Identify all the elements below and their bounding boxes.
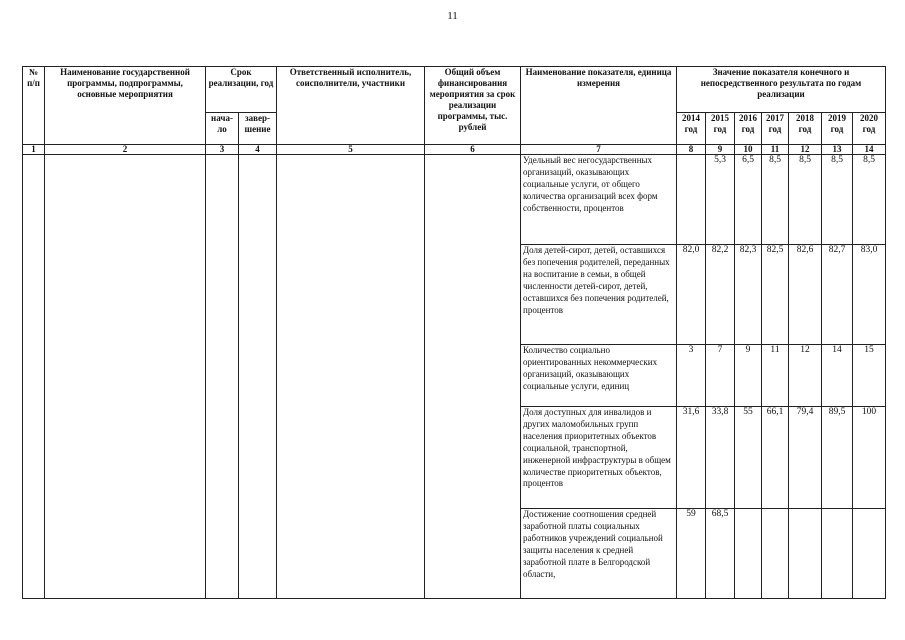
indicator-value: 8,5 [762,155,789,245]
indicator-value: 8,5 [853,155,886,245]
indicator-value: 9 [735,345,762,407]
indicator-value [822,509,853,599]
indicator-value: 3 [677,345,706,407]
indicator-value: 11 [762,345,789,407]
indicator-name: Доля доступных для инвалидов и других маломобильных групп населения приоритетных объектов социальной, транспортной, инженерной инфраструктуры в общем количестве приоритетных объектов, процентов [521,407,677,509]
indicator-value: 89,5 [822,407,853,509]
indicator-value: 7 [706,345,735,407]
header-start: нача-ло [206,113,239,145]
header-year: 2017 год [762,113,789,145]
column-number: 6 [425,145,521,155]
column-number: 3 [206,145,239,155]
indicator-value: 82,3 [735,245,762,345]
header-year: 2015 год [706,113,735,145]
indicator-value: 14 [822,345,853,407]
indicator-value: 6,5 [735,155,762,245]
indicators-table [22,66,886,599]
indicator-name: Доля детей-сирот, детей, оставшихся без попечения родителей, переданных на воспитание в семьи, в общей численности детей-сирот, детей, оставшихся без попечения родителей, процентов [521,245,677,345]
header-year: 2014 год [677,113,706,145]
indicator-value: 82,5 [762,245,789,345]
indicator-value: 66,1 [762,407,789,509]
header-program-name: Наименование государственной программы, подпрограммы, основные мероприятия [45,67,206,145]
cell-start [206,155,239,599]
page-number: 11 [447,10,458,22]
cell-executor [277,155,425,599]
indicator-value [853,509,886,599]
column-number: 2 [45,145,206,155]
column-number: 10 [735,145,762,155]
indicator-value: 82,7 [822,245,853,345]
column-number: 9 [706,145,735,155]
indicator-value: 8,5 [789,155,822,245]
indicator-value [762,509,789,599]
column-number: 14 [853,145,886,155]
header-volume: Общий объем финансирования мероприятия за срок реализации программы, тыс. рублей [425,67,521,145]
header-values: Значение показателя конечного и непосредственного результата по годам реализации [677,67,886,113]
header-year: 2018 год [789,113,822,145]
indicator-value: 100 [853,407,886,509]
indicator-value: 82,0 [677,245,706,345]
table-row [23,155,886,245]
header-num: № п/п [23,67,45,145]
indicator-value: 79,4 [789,407,822,509]
indicator-name: Удельный вес негосударственных организаций, оказывающих социальные услуги, от общего количества организаций всех форм собственности, процентов [521,155,677,245]
indicator-value [789,509,822,599]
header-year: 2020 год [853,113,886,145]
indicator-value: 83,0 [853,245,886,345]
indicator-value: 5,3 [706,155,735,245]
cell-end [239,155,277,599]
column-number: 1 [23,145,45,155]
cell-program-name [45,155,206,599]
header-executor: Ответственный исполнитель, соисполнители, участники [277,67,425,145]
header-indicator: Наименование показателя, единица измерения [521,67,677,145]
header-year: 2016 год [735,113,762,145]
indicator-value: 15 [853,345,886,407]
indicator-name: Достижение соотношения средней заработной платы социальных работников учреждений социальной защиты населения к средней заработной плате в Белгородской области, [521,509,677,599]
column-numbers-row [23,145,886,155]
cell-num [23,155,45,599]
column-number: 7 [521,145,677,155]
indicator-value [735,509,762,599]
indicator-value: 68,5 [706,509,735,599]
column-number: 8 [677,145,706,155]
indicator-value: 55 [735,407,762,509]
indicator-value: 8,5 [822,155,853,245]
indicator-value: 31,6 [677,407,706,509]
column-number: 12 [789,145,822,155]
header-term: Срок реализации, год [206,67,277,113]
header-year: 2019 год [822,113,853,145]
column-number: 5 [277,145,425,155]
indicator-value: 82,6 [789,245,822,345]
indicator-value: 33,8 [706,407,735,509]
column-number: 4 [239,145,277,155]
column-number: 11 [762,145,789,155]
indicator-value [677,155,706,245]
header-end: завер-шение [239,113,277,145]
indicator-value: 82,2 [706,245,735,345]
indicator-value: 12 [789,345,822,407]
column-number: 13 [822,145,853,155]
indicator-name: Количество социально ориентированных некоммерческих организаций, оказывающих социальные услуги, единиц [521,345,677,407]
cell-volume [425,155,521,599]
indicator-value: 59 [677,509,706,599]
